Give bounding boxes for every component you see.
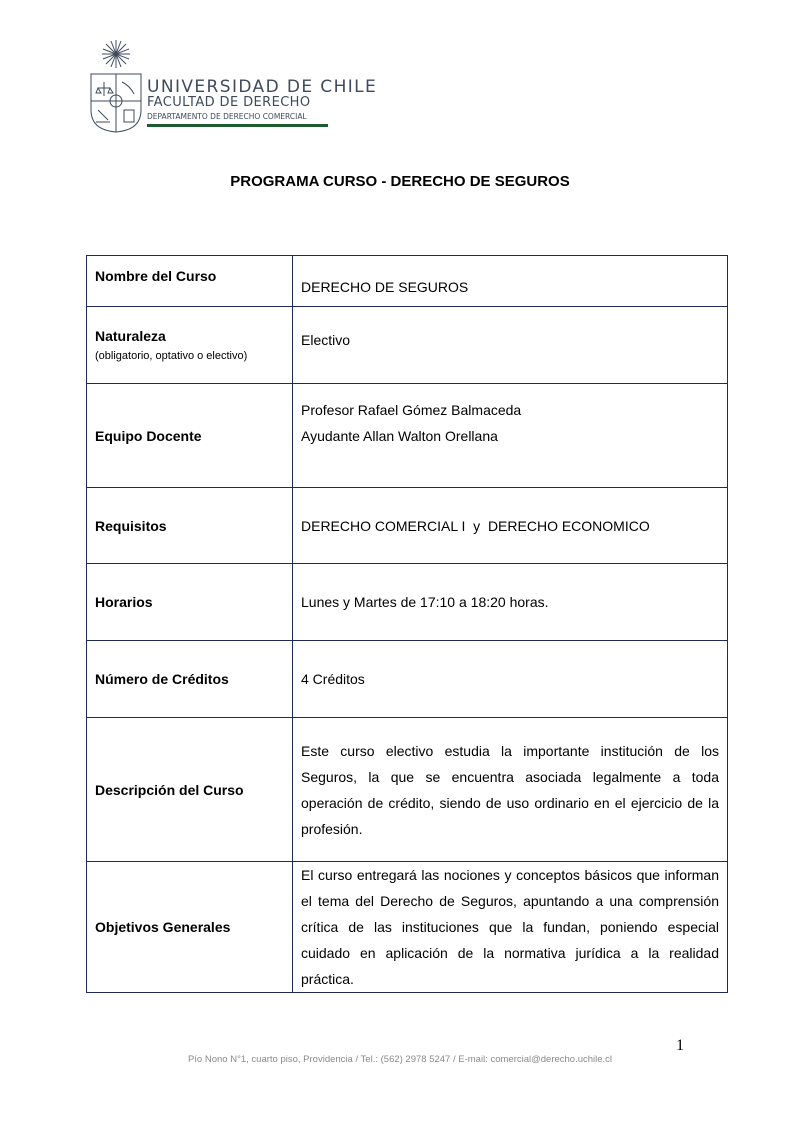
row-label: Horarios xyxy=(87,564,293,641)
table-row xyxy=(87,307,728,384)
row-value: Profesor Rafael Gómez Balmaceda xyxy=(301,401,522,418)
row-label: Equipo Docente xyxy=(87,384,293,488)
faculty-name: FACULTAD DE DERECHO xyxy=(147,95,311,110)
row-value-2: Ayudante Allan Walton Orellana xyxy=(301,427,498,444)
header-divider xyxy=(147,124,328,127)
table-row xyxy=(87,862,728,993)
row-label: Descripción del Curso xyxy=(87,718,293,862)
row-value: DERECHO DE SEGUROS xyxy=(293,256,728,307)
row-value: Este curso electivo estudia la importante institución de los Seguros, la que se encuentra asociada legalmente a toda operación de crédito, siendo de uso ordinario en el ejercicio de la profesión. xyxy=(293,718,728,862)
row-label: Nombre del Curso xyxy=(87,256,293,307)
row-label: Naturaleza xyxy=(95,328,166,344)
table-row xyxy=(87,718,728,862)
table-row xyxy=(87,641,728,718)
table-row xyxy=(87,564,728,641)
department-name: DEPARTAMENTO DE DERECHO COMERCIAL xyxy=(147,112,307,121)
row-value: Lunes y Martes de 17:10 a 18:20 horas. xyxy=(293,564,728,641)
row-value: El curso entregará las nociones y conceptos básicos que informan el tema del Derecho de Seguros, apuntando a una comprensión crítica de las instituciones que la fundan, poniendo especial cuidado en aplicación de la normativa jurídica a la realidad práctica. xyxy=(293,862,728,993)
university-name: UNIVERSIDAD DE CHILE xyxy=(147,77,378,97)
row-value: DERECHO COMERCIAL I y DERECHO ECONOMICO xyxy=(293,488,728,564)
footer-contact: Pío Nono N°1, cuarto piso, Providencia / Tel.: (562) 2978 5247 / E-mail: comercial@derecho.uchile.cl xyxy=(187,1054,613,1065)
row-label: Requisitos xyxy=(87,488,293,564)
page-number: 1 xyxy=(676,1037,684,1054)
row-label-cell xyxy=(87,307,293,384)
table-row xyxy=(87,256,728,307)
row-value: 4 Créditos xyxy=(293,641,728,718)
row-label: Objetivos Generales xyxy=(87,862,293,993)
course-info-table xyxy=(86,255,728,993)
row-value-cell xyxy=(293,384,728,488)
row-value: Electivo xyxy=(293,307,728,384)
row-label: Número de Créditos xyxy=(87,641,293,718)
document-title: PROGRAMA CURSO - DERECHO DE SEGUROS xyxy=(230,173,570,190)
table-row xyxy=(87,488,728,564)
table-row xyxy=(87,384,728,488)
row-sublabel: (obligatorio, optativo o electivo) xyxy=(95,350,248,362)
